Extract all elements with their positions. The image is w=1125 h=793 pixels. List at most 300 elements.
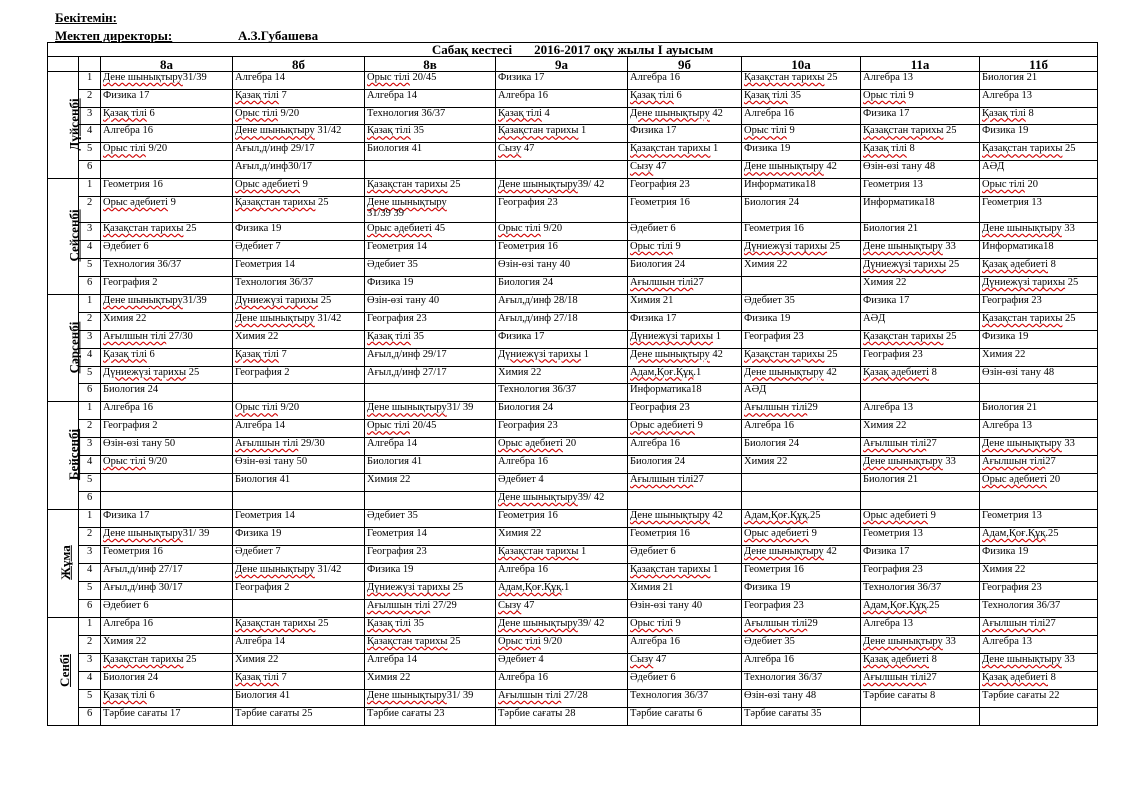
schedule-row	[48, 510, 1098, 528]
lesson-cell: Қазақ тілі 35	[742, 89, 861, 107]
lesson-cell: Ағылшын тілі27	[980, 618, 1098, 636]
flagged-word: Орыс тілі	[367, 72, 410, 83]
lesson-cell: Орыс әдебиеті 9	[861, 510, 980, 528]
lesson-cell: Дене шынықтыру 31/39 39	[365, 196, 496, 222]
lesson-cell: Ағыл,д/инф 27/17	[101, 564, 233, 582]
flagged-word: Қазақ тілі	[235, 348, 279, 360]
lesson-cell	[365, 161, 496, 179]
schedule-row	[48, 348, 1098, 366]
lesson-number: 2	[79, 312, 101, 330]
schedule-title-row	[48, 43, 1098, 57]
flagged-word: Дүниежүзі тарихы	[498, 348, 582, 360]
schedule-row	[48, 618, 1098, 636]
lesson-cell: Геометрия 16	[496, 240, 628, 258]
lesson-cell: Алгебра 14	[365, 89, 496, 107]
flagged-word: Ағылшын тілі	[982, 618, 1046, 630]
flagged-word: Сызу	[630, 654, 654, 666]
lesson-cell: Дүниежүзі тарихы 25	[742, 240, 861, 258]
lesson-number: 1	[79, 72, 101, 90]
flagged-word: Орыс тілі	[235, 402, 278, 414]
lesson-number: 5	[79, 474, 101, 492]
flagged-word: Орыс тілі	[235, 107, 278, 119]
lesson-number: 3	[79, 330, 101, 348]
lesson-cell: АӘД	[742, 384, 861, 402]
flagged-word: Ағылшын тілі	[863, 671, 927, 683]
lesson-cell: Биология 21	[980, 72, 1098, 90]
lesson-cell: Дене шынықтыру 31/42	[233, 125, 365, 143]
flagged-word: Орыс әдебиеті	[863, 510, 928, 522]
flagged-word: Дене шынықтыру	[103, 294, 183, 306]
lesson-cell	[628, 492, 742, 510]
day-label: Сейсенбі	[66, 209, 82, 262]
lesson-cell: Химия 22	[861, 276, 980, 294]
lesson-number: 6	[79, 492, 101, 510]
lesson-cell	[980, 707, 1098, 725]
lesson-cell: Алгебра 16	[101, 125, 233, 143]
flagged-word: Дене шынықтыру	[863, 636, 943, 648]
lesson-cell: География 23	[628, 179, 742, 197]
lesson-cell: Информатика18	[980, 240, 1098, 258]
lesson-cell: Дене шынықтыру 42	[742, 366, 861, 384]
flagged-word: Адам,Қоғ.Құқ	[498, 582, 562, 594]
flagged-word: Қазақ әдебиеті	[982, 258, 1048, 270]
flagged-word: Сызу	[498, 600, 522, 612]
lesson-cell: Өзін-өзі тану 48	[742, 689, 861, 707]
schedule-row	[48, 671, 1098, 689]
flagged-word: Орыс тілі	[630, 240, 673, 252]
lesson-number: 3	[79, 222, 101, 240]
schedule-row	[48, 528, 1098, 546]
lesson-cell: География 23	[496, 420, 628, 438]
lesson-cell: Орыс әдебиеті 45	[365, 222, 496, 240]
lesson-cell: Тәрбие сағаты 35	[742, 707, 861, 725]
lesson-cell: Ағылшын тілі 27/30	[101, 330, 233, 348]
lesson-cell: Физика 17	[496, 72, 628, 90]
flagged-word: Ағылшын тілі	[744, 402, 808, 414]
schedule-row	[48, 312, 1098, 330]
lesson-cell: Әдебиет 35	[365, 258, 496, 276]
lesson-cell: Физика 17	[101, 510, 233, 528]
lesson-cell: Геометрия 14	[365, 240, 496, 258]
flagged-word: Қазақстан тарихы	[744, 72, 825, 83]
flagged-word: Дене шынықтыру	[630, 348, 710, 360]
lesson-number: 1	[79, 179, 101, 197]
flagged-word: Дене шынықтыру	[744, 366, 824, 378]
flagged-word: Қазақ тілі	[744, 89, 788, 101]
day-label-cell	[48, 402, 82, 510]
flagged-word: Орыс тілі	[498, 222, 541, 234]
lesson-cell: Тәрбие сағаты 8	[861, 689, 980, 707]
lesson-cell: Алгебра 13	[861, 72, 980, 90]
lesson-number: 1	[79, 618, 101, 636]
lesson-cell: Ағыл,д/инф 29/17	[233, 143, 365, 161]
lesson-number: 4	[79, 125, 101, 143]
lesson-cell: Қазақстан тарихы 25	[365, 179, 496, 197]
flagged-word: Дене шынықтыру	[498, 179, 578, 191]
day-label-cell	[48, 618, 79, 726]
schedule-body	[48, 72, 1098, 726]
lesson-cell: География 23	[365, 546, 496, 564]
lesson-cell: Дене шынықтыру31/39	[101, 72, 233, 90]
corner-cell-num	[79, 57, 101, 72]
lesson-number: 6	[79, 276, 101, 294]
lesson-cell: Информатика18	[742, 179, 861, 197]
lesson-cell: Өзін-өзі тану 48	[980, 366, 1098, 384]
lesson-cell: Физика 17	[496, 330, 628, 348]
flagged-word: Қазақ тілі	[630, 89, 674, 101]
lesson-cell: Физика 19	[233, 222, 365, 240]
flagged-word: Қазақ тілі	[103, 689, 147, 701]
lesson-cell: Физика 19	[365, 276, 496, 294]
lesson-cell: География 23	[861, 348, 980, 366]
lesson-cell: Әдебиет 6	[101, 240, 233, 258]
lesson-cell: Әдебиет 6	[628, 546, 742, 564]
day-label: Дүйсенбі	[66, 97, 82, 151]
schedule-row	[48, 179, 1098, 197]
lesson-number: 2	[79, 636, 101, 654]
lesson-cell: Дене шынықтыру 33	[980, 654, 1098, 672]
schedule-row	[48, 89, 1098, 107]
lesson-cell: Ағылшын тілі27	[980, 456, 1098, 474]
flagged-word: Ағылшын тілі	[630, 276, 694, 288]
lesson-cell: Қазақ тілі 7	[233, 671, 365, 689]
lesson-cell: Физика 17	[628, 312, 742, 330]
lesson-cell: АӘД	[861, 312, 980, 330]
lesson-cell: Химия 22	[742, 456, 861, 474]
lesson-cell: География 23	[496, 196, 628, 222]
day-label: Бейсенбі	[66, 429, 82, 481]
schedule-row	[48, 72, 1098, 90]
flagged-word: Сызу	[630, 161, 654, 173]
lesson-cell: Биология 41	[365, 143, 496, 161]
lesson-cell: Физика 17	[628, 125, 742, 143]
schedule-row	[48, 689, 1098, 707]
flagged-word: Қазақстан тарихы	[498, 125, 579, 137]
lesson-cell: Әдебиет 6	[628, 222, 742, 240]
lesson-cell: Биология 24	[742, 196, 861, 222]
lesson-cell: Қазақстан тарихы 25	[742, 348, 861, 366]
flagged-word: Ағылшын тілі	[982, 456, 1046, 468]
flagged-word: Орыс әдебиеті	[982, 474, 1047, 486]
lesson-cell: Алгебра 14	[233, 72, 365, 90]
day-label-cell	[48, 179, 82, 295]
lesson-cell: Қазақ тілі 7	[233, 89, 365, 107]
day-label: Жұма	[57, 545, 73, 580]
lesson-cell: Қазақстан тарихы 25	[101, 222, 233, 240]
lesson-cell: Қазақстан тарихы 25	[233, 196, 365, 222]
lesson-cell	[861, 492, 980, 510]
flagged-word: Адам,Қоғ.Құқ	[863, 600, 927, 612]
lesson-cell	[861, 384, 980, 402]
lesson-cell: Орыс әдебиеті 9	[742, 528, 861, 546]
lesson-cell: Физика 17	[861, 294, 980, 312]
lesson-cell: Қазақ әдебиеті 8	[861, 366, 980, 384]
schedule-row	[48, 294, 1098, 312]
lesson-cell: Сызу 47	[496, 600, 628, 618]
lesson-cell: Өзін-өзі тану 40	[496, 258, 628, 276]
lesson-number: 2	[79, 196, 101, 222]
schedule-row	[48, 600, 1098, 618]
lesson-cell: Алгебра 16	[496, 89, 628, 107]
day-label: Сенбі	[56, 654, 72, 688]
flagged-word: Орыс әдебиеті	[630, 420, 695, 432]
lesson-cell: Дене шынықтыру 31/42	[233, 312, 365, 330]
lesson-cell: Физика 17	[101, 89, 233, 107]
lesson-cell: География 23	[365, 312, 496, 330]
flagged-word: Дене шынықтыру	[235, 125, 315, 137]
lesson-cell: Химия 22	[861, 420, 980, 438]
flagged-word: Ағылшын тілі	[103, 330, 167, 342]
lesson-number: 1	[79, 402, 101, 420]
lesson-cell: Биология 21	[861, 474, 980, 492]
lesson-cell: Алгебра 13	[980, 89, 1098, 107]
flagged-word: Ағылшын тілі	[235, 438, 299, 450]
lesson-cell: Дүниежүзі тарихы 25	[980, 276, 1098, 294]
day-label: Сәрсенбі	[66, 321, 82, 374]
lesson-number: 6	[79, 161, 101, 179]
lesson-cell: География 23	[742, 330, 861, 348]
lesson-cell: Ағыл,д/инф30/17	[233, 161, 365, 179]
lesson-cell: Қазақстан тарихы 1	[628, 564, 742, 582]
lesson-cell: Орыс тілі 9/20	[101, 143, 233, 161]
lesson-cell: Қазақ тілі 4	[496, 107, 628, 125]
lesson-cell: Биология 41	[233, 474, 365, 492]
lesson-cell	[233, 600, 365, 618]
lesson-cell: Орыс тілі 9/20	[496, 636, 628, 654]
lesson-number: 1	[79, 294, 101, 312]
schedule-row	[48, 258, 1098, 276]
flagged-word: Дене шынықтыру	[982, 654, 1062, 666]
lesson-cell: Ағыл,д/инф 30/17	[101, 582, 233, 600]
lesson-cell: Геометрия 14	[365, 528, 496, 546]
lesson-cell: Технология 36/37	[496, 384, 628, 402]
class-header: 9а	[496, 57, 628, 72]
flagged-word: Дене шынықтыру	[103, 528, 183, 540]
lesson-cell: Қазақстан тарихы 1	[496, 546, 628, 564]
flagged-word: Қазақ тілі	[235, 671, 279, 683]
lesson-cell: Ағылшын тілі29	[742, 402, 861, 420]
flagged-word: Дүниежүзі тарихы	[863, 258, 947, 270]
lesson-cell: Ағыл,д/инф 27/17	[365, 366, 496, 384]
schedule-row	[48, 366, 1098, 384]
lesson-number: 4	[79, 348, 101, 366]
schedule-row	[48, 474, 1098, 492]
lesson-cell: Дене шынықтыру 42	[628, 348, 742, 366]
schedule-row	[48, 707, 1098, 725]
lesson-cell: Алгебра 16	[628, 636, 742, 654]
lesson-cell: Физика 19	[742, 312, 861, 330]
flagged-word: Дүниежүзі тарихы	[744, 240, 828, 252]
lesson-cell: Өзін-өзі тану 50	[233, 456, 365, 474]
class-header: 8б	[233, 57, 365, 72]
day-label-cell	[48, 72, 82, 179]
flagged-word: Орыс тілі	[630, 618, 673, 630]
flagged-word: Орыс тілі	[982, 179, 1025, 191]
lesson-cell: География 23	[980, 294, 1098, 312]
lesson-cell: Дене шынықтыру 33	[861, 456, 980, 474]
day-label-cell	[48, 294, 82, 401]
lesson-cell	[496, 161, 628, 179]
lesson-number: 2	[79, 528, 101, 546]
lesson-cell: Геометрия 16	[742, 564, 861, 582]
lesson-cell: Дене шынықтыру31/ 39	[365, 689, 496, 707]
lesson-cell: Орыс тілі 20/45	[365, 420, 496, 438]
lesson-cell: Қазақ тілі 6	[628, 89, 742, 107]
flagged-word: Қазақстан тарихы	[863, 125, 944, 137]
flagged-word: Сызу	[498, 143, 522, 155]
flagged-word: Қазақстан тарихы	[367, 636, 448, 648]
lesson-cell: Дене шынықтыру 42	[742, 546, 861, 564]
lesson-number: 6	[79, 707, 101, 725]
lesson-cell: Дене шынықтыру39/ 42	[496, 492, 628, 510]
lesson-cell: Дене шынықтыру 33	[980, 222, 1098, 240]
lesson-cell: Алгебра 16	[742, 107, 861, 125]
lesson-cell: Биология 24	[101, 671, 233, 689]
lesson-cell: Ағылшын тілі 27/29	[365, 600, 496, 618]
flagged-word: Қазақ әдебиеті	[863, 366, 929, 378]
lesson-cell: Қазақ тілі 35	[365, 125, 496, 143]
lesson-cell: Қазақ тілі 35	[365, 618, 496, 636]
lesson-cell: Дүниежүзі тарихы 25	[101, 366, 233, 384]
lesson-cell: Ағыл,д/инф 29/17	[365, 348, 496, 366]
lesson-cell: Тәрбие сағаты 28	[496, 707, 628, 725]
lesson-cell: Өзін-өзі тану 48	[861, 161, 980, 179]
schedule-row	[48, 438, 1098, 456]
schedule-row	[48, 143, 1098, 161]
lesson-number: 6	[79, 384, 101, 402]
lesson-cell: Әдебиет 6	[628, 671, 742, 689]
lesson-cell: Физика 19	[980, 125, 1098, 143]
lesson-cell: Қазақстан тарихы 1	[628, 143, 742, 161]
flagged-word: Дене шынықтыру	[367, 196, 447, 208]
lesson-cell: Орыс тілі 9	[628, 240, 742, 258]
flagged-word: Адам,Қоғ.Құқ	[982, 528, 1046, 540]
lesson-cell: Алгебра 16	[628, 438, 742, 456]
class-header: 8а	[101, 57, 233, 72]
flagged-word: Дүниежүзі тарихы	[103, 366, 187, 378]
lesson-cell: Химия 22	[233, 330, 365, 348]
class-header-row	[48, 57, 1098, 72]
lesson-cell	[101, 474, 233, 492]
lesson-cell: Ағылшын тілі 27/28	[496, 689, 628, 707]
lesson-cell: Тәрбие сағаты 22	[980, 689, 1098, 707]
lesson-cell: Адам,Қоғ.Құқ.1	[628, 366, 742, 384]
lesson-cell: Дене шынықтыру 31/42	[233, 564, 365, 582]
lesson-cell: Биология 24	[628, 258, 742, 276]
lesson-cell: Орыс тілі 9/20	[101, 456, 233, 474]
flagged-word: Қазақ тілі	[982, 107, 1026, 119]
schedule-row	[48, 240, 1098, 258]
flagged-word: Дене шынықтыру	[982, 222, 1062, 234]
flagged-word: Орыс тілі	[863, 89, 906, 101]
lesson-cell: Тәрбие сағаты 23	[365, 707, 496, 725]
lesson-cell: Химия 22	[233, 654, 365, 672]
lesson-cell: Химия 22	[980, 564, 1098, 582]
class-header: 9б	[628, 57, 742, 72]
lesson-cell: Алгебра 14	[233, 420, 365, 438]
schedule-title	[48, 43, 1098, 57]
flagged-word: Дене шынықтыру	[744, 546, 824, 558]
lesson-cell: Алгебра 13	[861, 618, 980, 636]
lesson-cell	[742, 474, 861, 492]
flagged-word: Дене шынықтыру	[103, 72, 183, 83]
lesson-cell: Қазақ тілі 6	[101, 689, 233, 707]
lesson-number: 4	[79, 671, 101, 689]
lesson-cell: Тәрбие сағаты 25	[233, 707, 365, 725]
lesson-cell: Геометрия 16	[628, 196, 742, 222]
lesson-cell: Орыс тілі 9	[628, 618, 742, 636]
lesson-cell: География 23	[742, 600, 861, 618]
lesson-cell: Алгебра 13	[980, 636, 1098, 654]
lesson-cell: Қазақстан тарихы 25	[101, 654, 233, 672]
lesson-cell	[101, 492, 233, 510]
lesson-number: 4	[79, 240, 101, 258]
lesson-number: 5	[79, 258, 101, 276]
lesson-cell: Алгебра 16	[101, 402, 233, 420]
lesson-cell: Алгебра 13	[980, 420, 1098, 438]
flagged-word: Қазақстан тарихы	[630, 143, 711, 155]
lesson-cell: Сызу 47	[496, 143, 628, 161]
lesson-cell: Геометрия 13	[861, 528, 980, 546]
lesson-cell: Алгебра 14	[233, 636, 365, 654]
lesson-cell: Орыс тілі 9	[861, 89, 980, 107]
flagged-word: Дене шынықтыру	[235, 564, 315, 576]
lesson-cell: Физика 19	[365, 564, 496, 582]
lesson-cell: Ағылшын тілі27	[861, 671, 980, 689]
lesson-cell	[233, 492, 365, 510]
lesson-cell: Дүниежүзі тарихы 1	[628, 330, 742, 348]
flagged-word: Орыс әдебиеті	[744, 528, 809, 540]
lesson-cell: Химия 22	[365, 671, 496, 689]
lesson-cell: Дүниежүзі тарихы 25	[233, 294, 365, 312]
lesson-cell: Орыс әдебиеті 20	[980, 474, 1098, 492]
lesson-cell: Дүниежүзі тарихы 25	[861, 258, 980, 276]
lesson-cell: Қазақстан тарихы 25	[980, 312, 1098, 330]
lesson-cell: Орыс тілі 20	[980, 179, 1098, 197]
lesson-cell: Геометрия 13	[980, 196, 1098, 222]
schedule-row	[48, 582, 1098, 600]
lesson-number: 1	[79, 510, 101, 528]
schedule-row	[48, 330, 1098, 348]
lesson-cell: Биология 41	[365, 456, 496, 474]
flagged-word: Орыс әдебиеті	[498, 438, 563, 450]
director-name: А.З.Губашева	[238, 28, 319, 43]
lesson-cell: Ағылшын тілі27	[628, 276, 742, 294]
flagged-word: Дүниежүзі тарихы	[630, 330, 714, 342]
lesson-cell: Орыс тілі 9/20	[233, 402, 365, 420]
lesson-cell: Адам,Қоғ.Құқ.25	[980, 528, 1098, 546]
lesson-cell: Технология 36/37	[861, 582, 980, 600]
lesson-cell: Әдебиет 35	[365, 510, 496, 528]
lesson-cell: Адам,Қоғ.Құқ.25	[861, 600, 980, 618]
schedule-year: 2016-2017 оқу жылы I ауысым	[534, 42, 714, 57]
lesson-cell: География 23	[628, 402, 742, 420]
flagged-word: Дүниежүзі тарихы	[982, 276, 1066, 288]
lesson-cell: Ағылшын тілі27	[628, 474, 742, 492]
lesson-number: 5	[79, 143, 101, 161]
lesson-cell: Химия 21	[628, 294, 742, 312]
flagged-word: Қазақстан тарихы	[235, 196, 316, 208]
lesson-cell: АӘД	[980, 161, 1098, 179]
lesson-number: 2	[79, 89, 101, 107]
flagged-word: Ағылшын тілі	[744, 618, 808, 630]
flagged-word: Орыс тілі	[367, 420, 410, 432]
lesson-cell: Орыс әдебиеті 9	[233, 179, 365, 197]
lesson-cell: Өзін-өзі тану 40	[628, 600, 742, 618]
lesson-cell: Биология 21	[861, 222, 980, 240]
schedule-row	[48, 402, 1098, 420]
lesson-cell: Физика 19	[233, 528, 365, 546]
